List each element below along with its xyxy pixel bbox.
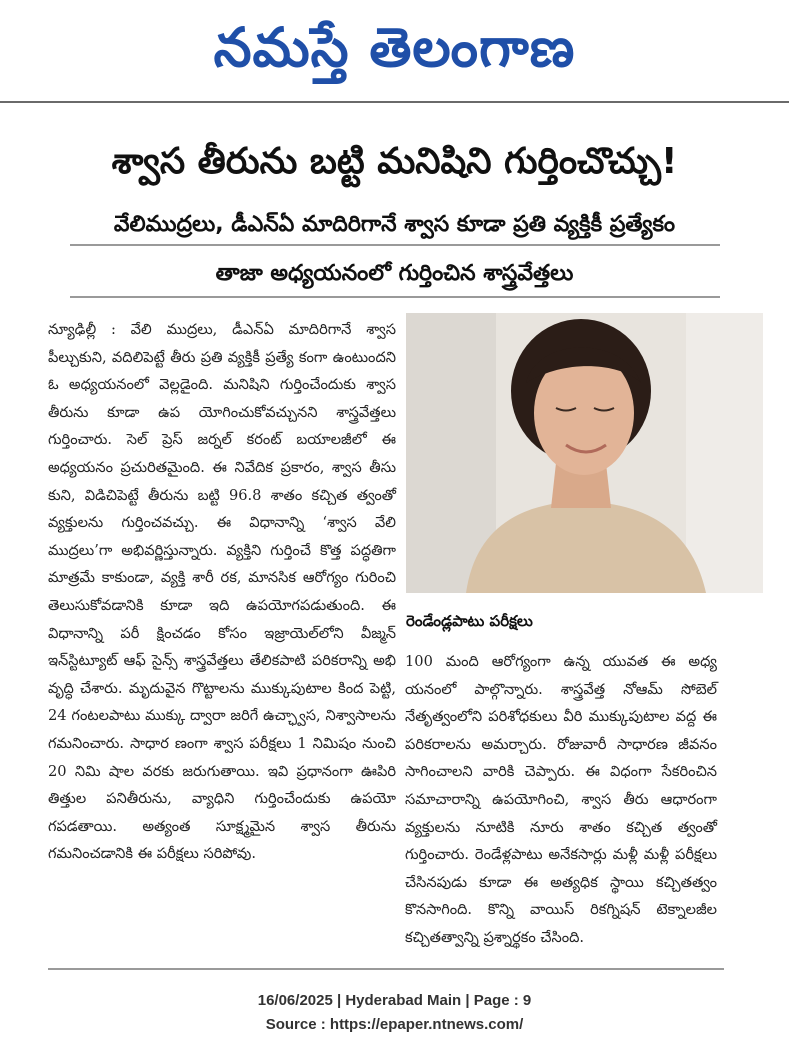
photo-caption: రెండేండ్లపాటు పరీక్షలు (406, 612, 533, 630)
masthead (0, 0, 789, 102)
article-body-left (48, 316, 396, 868)
subheadline-divider (70, 244, 720, 246)
article-photo (406, 313, 763, 593)
woman-breathing-illustration (406, 313, 763, 593)
article-body-right (405, 648, 717, 952)
article-headline: శ్వాస తీరును బట్టి మనిషిని గుర్తించొచ్చు! (111, 141, 678, 182)
subheadline-divider (70, 296, 720, 298)
footer-source: Source : https://epaper.ntnews.com/ (265, 1016, 524, 1033)
body-paragraph: 100 మంది ఆరోగ్యంగా ఉన్న యువత ఈ అధ్య యనంలో పాల్గొన్నారు. శాస్త్రవేత్త నోఆమ్ సోబెల్ నేతృత్వంలోని పరిశోధకులు వీరి ముక్కుపుటాల వద్ద ఈ పరికరాలను అమర్చారు. రోజువారీ సాధారణ జీవనం సాగించాలని వారికి చెప్పారు. ఈ విధంగా సేకరించిన సమాచారాన్ని ఉపయోగించి, శ్వాస తీరు ఆధారంగా వ్యక్తులను నూటికి నూరు శాతం కచ్చిత త్వంతో గుర్తించారు. రెండేళ్లపాటు అనేకసార్లు మళ్లీ మళ్లీ పరీక్షలు చేసినపుడు కూడా ఈ అత్యధిక స్థాయి కచ్చితత్వం కొనసాగింది. కొన్ని వాయిస్ రికగ్నిషన్ టెక్నాలజీల కచ్చితత్వాన్ని ప్రశ్నార్థకం చేసింది. (405, 653, 717, 946)
footer-divider (48, 968, 724, 970)
masthead-divider (0, 101, 789, 103)
article-subheadline-1: వేలిముద్రలు, డీఎన్ఏ మాదిరిగానే శ్వాస కూడా ప్రతి వ్యక్తికీ ప్రత్యేకం (113, 212, 676, 237)
article-subheadline-2: తాజా అధ్యయనంలో గుర్తించిన శాస్త్రవేత్తలు (215, 261, 574, 286)
body-paragraph: న్యూఢిల్లీ : వేలి ముద్రలు, డీఎన్ఏ మాదిరిగానే శ్వాస పీల్చుకుని, వదిలిపెట్టే తీరు ప్రతి వ్యక్తికీ ప్రత్యే కంగా ఉంటుందని ఓ అధ్యయనంలో వెల్లడైంది. మనిషిని గుర్తించేందుకు శ్వాస తీరును కూడా ఉప యోగించుకోవచ్చునని శాస్త్రవేత్తలు గుర్తించారు. సెల్ ప్రెస్ జర్నల్ కరంట్ బయాలజీలో ఈ అధ్యయనం ప్రచురితమైంది. ఈ నివేదిక ప్రకారం, శ్వాస తీసు కుని, విడిచిపెట్టే తీరును బట్టి 96.8 శాతం కచ్చిత త్వంతో వ్యక్తులను గుర్తించవచ్చు. ఈ విధానాన్ని ‘శ్వాస వేలి ముద్రలు’గా అభివర్ణిస్తున్నారు. వ్యక్తిని గుర్తించే కొత్త పద్ధతిగా మాత్రమే కాకుండా, వ్యక్తి శారీ రక, మానసిక ఆరోగ్యం గురించి తెలుసుకోవడానికి కూడా ఇది ఉపయోగపడుతుంది. ఈ విధానాన్ని పరీ క్షించడం కోసం ఇజ్రాయెల్‌లోని వీజ్మన్ ఇన్‌స్టిట్యూట్ ఆఫ్ సైన్స్ శాస్త్రవేత్తలు తేలికపాటి పరికరాన్ని అభి వృద్ధి చేశారు. మృదువైన గొట్టాలను ముక్కుపుటాల కింద పెట్టి, 24 గంటలపాటు ముక్కు ద్వారా జరిగే ఉచ్ఛ్వాస, నిశ్వాసాలను గమనించారు. సాధార ణంగా శ్వాస పరీక్షలు 1 నిమిషం నుంచి 20 నిమి షాల వరకు జరుగుతాయి. ఇవి ప్రధానంగా ఊపిరి తిత్తుల పనితీరును, వ్యాధిని గుర్తించేందుకు ఉపయో గపడతాయి. అత్యంత సూక్ష్మమైన శ్వాస తీరును గమనించడానికి ఈ పరీక్షలు సరిపోవు. (48, 321, 396, 863)
footer-edition-info: 16/06/2025 | Hyderabad Main | Page : 9 (257, 992, 532, 1009)
masthead-title: నమస్తే తెలంగాణ (213, 16, 576, 79)
